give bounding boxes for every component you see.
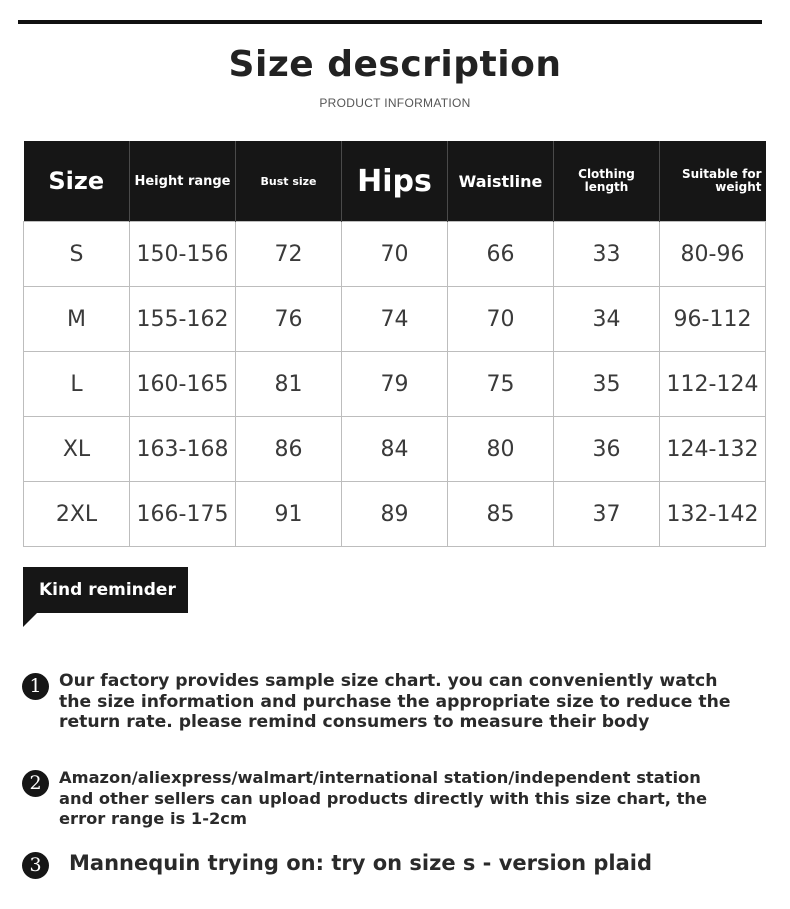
cell-suitable-weight: 132-142 xyxy=(660,482,766,547)
kind-reminder-tag-tail xyxy=(23,613,37,627)
cell-bust-size: 76 xyxy=(236,287,342,352)
cell-height-range: 160-165 xyxy=(130,352,236,417)
note-line: Our factory provides sample size chart. you can conveniently watch xyxy=(59,671,718,691)
cell-size: 2XL xyxy=(24,482,130,547)
note-line: return rate. please remind consumers to measure their body xyxy=(59,712,650,732)
cell-hips: 84 xyxy=(342,417,448,482)
cell-size: XL xyxy=(24,417,130,482)
cell-clothing-length: 37 xyxy=(554,482,660,547)
cell-height-range: 155-162 xyxy=(130,287,236,352)
note-line: Mannequin trying on: try on size s - version plaid xyxy=(69,851,653,875)
cell-hips: 89 xyxy=(342,482,448,547)
column-header-clothing-length xyxy=(554,141,660,222)
page-subtitle: PRODUCT INFORMATION xyxy=(319,96,471,110)
cell-size: M xyxy=(24,287,130,352)
cell-waistline: 80 xyxy=(448,417,554,482)
column-header-suitable-weight-line1: Suitable for xyxy=(681,167,762,181)
cell-height-range: 163-168 xyxy=(130,417,236,482)
cell-suitable-weight: 80-96 xyxy=(660,222,766,287)
page-title: Size description xyxy=(228,44,562,85)
cell-height-range: 166-175 xyxy=(130,482,236,547)
reminder-note-text xyxy=(59,768,707,830)
cell-waistline: 70 xyxy=(448,287,554,352)
column-header-clothing-length-line1: Clothing xyxy=(578,167,635,181)
cell-waistline: 75 xyxy=(448,352,554,417)
cell-clothing-length: 33 xyxy=(554,222,660,287)
cell-size: S xyxy=(24,222,130,287)
cell-suitable-weight: 124-132 xyxy=(660,417,766,482)
top-divider xyxy=(18,20,762,24)
column-header-suitable-weight-line2: weight xyxy=(715,180,762,194)
note-line: error range is 1-2cm xyxy=(59,809,247,828)
table-header-row xyxy=(24,141,766,222)
table-row xyxy=(24,287,766,352)
reminder-note-text xyxy=(59,671,731,733)
number-one-badge-icon: 1 xyxy=(22,673,49,700)
number-two-badge-icon: 2 xyxy=(22,770,49,797)
cell-bust-size: 72 xyxy=(236,222,342,287)
table-row xyxy=(24,417,766,482)
cell-hips: 74 xyxy=(342,287,448,352)
cell-bust-size: 86 xyxy=(236,417,342,482)
note-line: and other sellers can upload products directly with this size chart, the xyxy=(59,788,707,808)
cell-hips: 70 xyxy=(342,222,448,287)
column-header-suitable-weight xyxy=(660,141,766,222)
cell-height-range: 150-156 xyxy=(130,222,236,287)
cell-waistline: 85 xyxy=(448,482,554,547)
cell-clothing-length: 36 xyxy=(554,417,660,482)
table-row xyxy=(24,222,766,287)
column-header-size: Size xyxy=(24,141,130,222)
size-chart-table xyxy=(23,141,766,547)
note-line: the size information and purchase the appropriate size to reduce the xyxy=(59,691,731,712)
note-line: Amazon/aliexpress/walmart/international station/independent station xyxy=(59,768,701,787)
cell-hips: 79 xyxy=(342,352,448,417)
cell-waistline: 66 xyxy=(448,222,554,287)
column-header-bust-size: Bust size xyxy=(236,141,342,222)
number-three-badge-icon: 3 xyxy=(22,852,49,879)
cell-suitable-weight: 112-124 xyxy=(660,352,766,417)
table-row xyxy=(24,352,766,417)
kind-reminder-tag: Kind reminder xyxy=(23,567,188,613)
cell-bust-size: 91 xyxy=(236,482,342,547)
cell-clothing-length: 35 xyxy=(554,352,660,417)
reminder-note-text xyxy=(69,849,652,877)
cell-size: L xyxy=(24,352,130,417)
column-header-height-range: Height range xyxy=(130,141,236,222)
cell-suitable-weight: 96-112 xyxy=(660,287,766,352)
column-header-waistline: Waistline xyxy=(448,141,554,222)
column-header-hips: Hips xyxy=(342,141,448,222)
column-header-clothing-length-line2: length xyxy=(584,180,629,194)
table-row xyxy=(24,482,766,547)
cell-bust-size: 81 xyxy=(236,352,342,417)
cell-clothing-length: 34 xyxy=(554,287,660,352)
